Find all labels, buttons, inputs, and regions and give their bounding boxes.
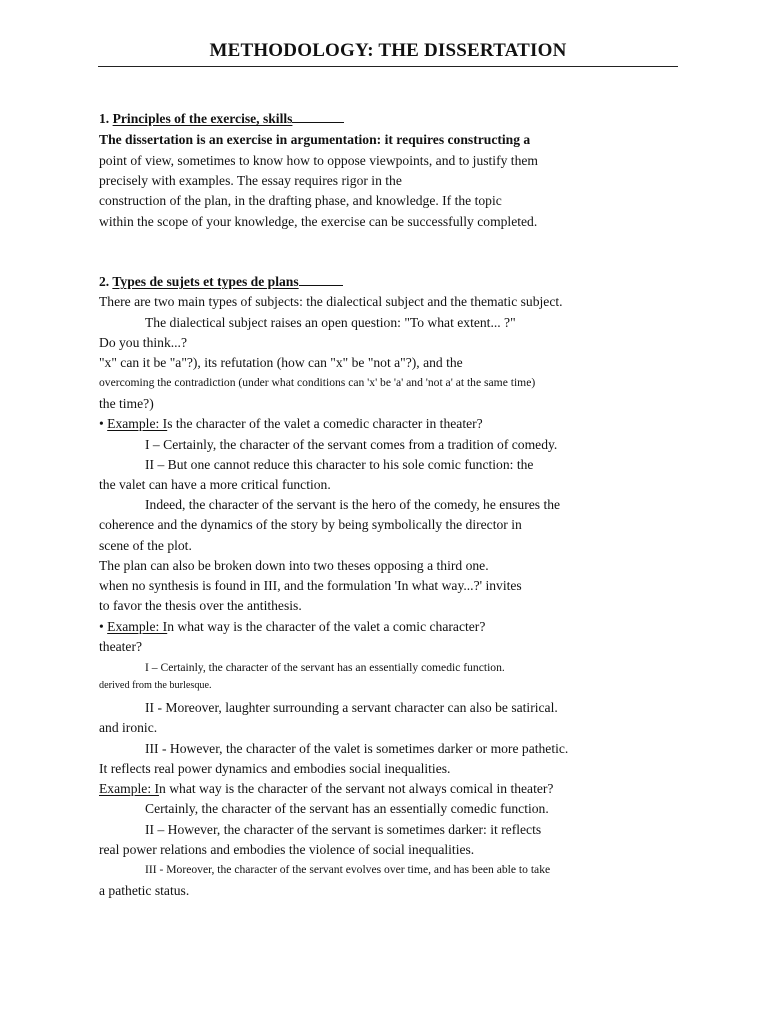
section-1-heading bbox=[99, 110, 344, 128]
example-2-question bbox=[99, 618, 485, 636]
example-label: Example: I bbox=[107, 416, 168, 431]
example-3-line: III - Moreover, the character of the servant evolves over time, and has been able to take bbox=[145, 863, 551, 876]
section-1-line: construction of the plan, in the drafting phase, and knowledge. If the topic bbox=[99, 193, 502, 208]
example-question-text: n what way is the character of the servant not always comical in theater? bbox=[159, 781, 554, 796]
example-3-line: Certainly, the character of the servant has an essentially comedic function. bbox=[145, 801, 549, 816]
heading-rule bbox=[299, 273, 343, 286]
heading-rule bbox=[292, 110, 344, 123]
bullet: • bbox=[99, 619, 108, 634]
section-2-line: The dialectical subject raises an open question: "To what extent... ?" bbox=[145, 315, 516, 330]
example-2-line: III - However, the character of the valet is sometimes darker or more pathetic. bbox=[145, 741, 569, 756]
section-1-line: The dissertation is an exercise in argumentation: it requires constructing a bbox=[99, 132, 531, 147]
section-2-line: the time?) bbox=[99, 396, 154, 411]
example-1-line: to favor the thesis over the antithesis. bbox=[99, 598, 302, 613]
example-1-line: Indeed, the character of the servant is the hero of the comedy, he ensures the bbox=[145, 497, 561, 512]
example-2-line: and ironic. bbox=[99, 720, 158, 735]
section-2-line: overcoming the contradiction (under what conditions can 'x' be 'a' and 'not a' at the same time) bbox=[99, 376, 536, 389]
section-2-line: There are two main types of subjects: the dialectical subject and the thematic subject. bbox=[99, 294, 563, 309]
section-2-line: Do you think...? bbox=[99, 335, 187, 350]
example-2-line: derived from the burlesque. bbox=[99, 680, 212, 691]
example-1-line: I – Certainly, the character of the servant comes from a tradition of comedy. bbox=[145, 437, 558, 452]
section-1-line: precisely with examples. The essay requires rigor in the bbox=[99, 173, 402, 188]
title-underline bbox=[98, 66, 678, 67]
section-2-line: "x" can it be "a"?), its refutation (how can "x" be "not a"?), and the bbox=[99, 355, 463, 370]
example-1-line: when no synthesis is found in III, and the formulation 'In what way...?' invites bbox=[99, 578, 522, 593]
example-3-question bbox=[99, 780, 553, 798]
example-2-line: I – Certainly, the character of the servant has an essentially comedic function. bbox=[145, 661, 505, 674]
section-1-number: 1. bbox=[99, 111, 113, 126]
section-2-number: 2. bbox=[99, 274, 113, 289]
example-3-line: real power relations and embodies the violence of social inequalities. bbox=[99, 842, 475, 857]
example-1-question bbox=[99, 415, 483, 433]
example-2-line: II - Moreover, laughter surrounding a servant character can also be satirical. bbox=[145, 700, 558, 715]
section-1-line: within the scope of your knowledge, the exercise can be successfully completed. bbox=[99, 214, 538, 229]
example-1-line: II – But one cannot reduce this character to his sole comic function: the bbox=[145, 457, 534, 472]
example-1-line: the valet can have a more critical function. bbox=[99, 477, 331, 492]
bullet: • bbox=[99, 416, 108, 431]
section-2-heading bbox=[99, 273, 343, 291]
example-question-text: n what way is the character of the valet a comic character? bbox=[167, 619, 486, 634]
example-2-line: theater? bbox=[99, 639, 143, 654]
example-label: Example: I bbox=[99, 781, 160, 796]
example-3-line: a pathetic status. bbox=[99, 883, 190, 898]
example-3-line: II – However, the character of the servant is sometimes darker: it reflects bbox=[145, 822, 542, 837]
example-1-line: The plan can also be broken down into two theses opposing a third one. bbox=[99, 558, 489, 573]
example-1-line: scene of the plot. bbox=[99, 538, 192, 553]
section-1-title: Principles of the exercise, skills bbox=[112, 111, 293, 126]
example-question-text: s the character of the valet a comedic character in theater? bbox=[167, 416, 483, 431]
example-label: Example: I bbox=[107, 619, 168, 634]
section-2-title: Types de sujets et types de plans bbox=[112, 274, 299, 289]
document-title: METHODOLOGY: THE DISSERTATION bbox=[209, 40, 567, 61]
section-1-line: point of view, sometimes to know how to oppose viewpoints, and to justify them bbox=[99, 153, 538, 168]
example-1-line: coherence and the dynamics of the story by being symbolically the director in bbox=[99, 517, 522, 532]
example-2-line: It reflects real power dynamics and embodies social inequalities. bbox=[99, 761, 451, 776]
